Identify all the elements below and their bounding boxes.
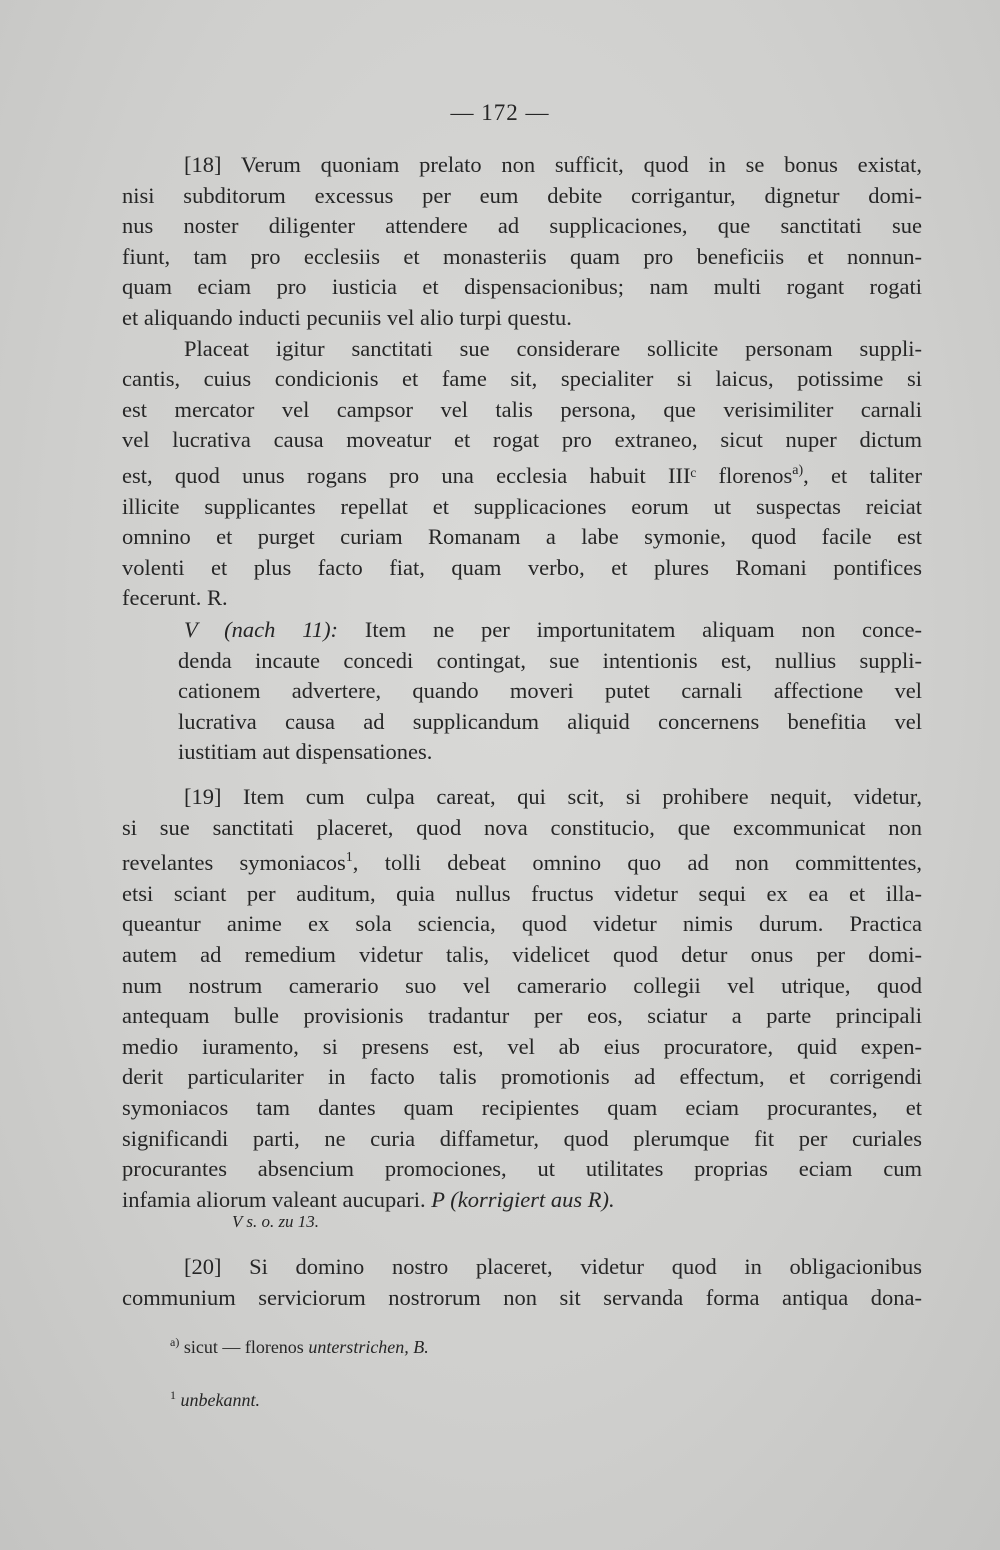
text-line: [18] Verum quoniam prelato non sufficit, quod in se bonus existat, — [184, 152, 922, 177]
footnote-ref-a: a) — [792, 462, 804, 478]
footnote-a — [170, 1335, 429, 1358]
paragraph-18 — [122, 150, 922, 614]
text-line: fiunt, tam pro ecclesiis et monasteriis quam pro beneficiis et nonnun- — [122, 243, 922, 269]
text-fragment: revelantes symoniacos — [122, 850, 346, 876]
text-line: communium serviciorum nostrorum non sit servanda forma antiqua dona- — [122, 1284, 922, 1310]
text-line: queantur anime ex sola sciencia, quod videtur nimis durum. Practica — [122, 911, 922, 937]
text-line: significandi parti, ne curia diffametur, quod plerumque fit per curiales — [122, 1125, 922, 1151]
text-fragment: , tolli debeat omnino quo ad non committentes, — [352, 850, 922, 876]
variant-label: V (nach 11): — [184, 617, 339, 642]
text-line: vel lucrativa causa moveatur et rogat pro extraneo, sicut nuper dictum — [122, 427, 922, 453]
text-line: nus noster diligenter attendere ad supplicaciones, que sanctitati sue — [122, 213, 922, 239]
text-line: etsi sciant per auditum, quia nullus fructus videtur sequi ex ea et illa- — [122, 880, 922, 906]
text-line: Placeat igitur sanctitati sue considerare sollicite personam suppli- — [184, 335, 922, 361]
text-line: volenti et plus facto fiat, quam verbo, et plures Romani pontifices — [122, 554, 922, 580]
variant-note-v — [122, 615, 922, 768]
text-line — [122, 1185, 922, 1216]
paragraph-19 — [122, 782, 922, 1215]
text-line: et aliquando inducti pecuniis vel alio turpi questu. — [122, 304, 572, 330]
text-line: [20] Si domino nostro placeret, videtur quod in obligacionibus — [184, 1254, 922, 1279]
footnote-ref-1: 1 — [345, 850, 353, 866]
text-line: [19] Item cum culpa careat, qui scit, si prohibere nequit, videtur, — [184, 784, 922, 809]
text-line — [122, 843, 922, 879]
text-fragment: infamia aliorum valeant aucupari. — [122, 1186, 432, 1212]
text-line: num nostrum camerario suo vel camerario collegii vel utrique, quod — [122, 972, 922, 998]
footnote-text: sicut — florenos — [179, 1337, 309, 1357]
text-line: lucrativa causa ad supplicandum aliquid concernens benefitia vel — [178, 708, 922, 734]
paragraph-20 — [122, 1252, 922, 1313]
text-line — [122, 456, 922, 492]
footnote-mark: a) — [170, 1335, 180, 1349]
footnote-remark: unterstrichen, B. — [308, 1337, 429, 1357]
footnote-remark: unbekannt. — [176, 1390, 260, 1410]
variant-remark: P (korrigiert aus R). — [431, 1186, 615, 1212]
text-line — [122, 615, 922, 646]
text-fragment: Item ne per importunitatem aliquam non conce- — [338, 617, 922, 642]
text-line: cationem advertere, quando moveri putet carnali affectione vel — [178, 678, 922, 704]
footnote-mark: 1 — [170, 1388, 176, 1402]
page-number: — 172 — — [450, 100, 550, 125]
text-line: est mercator vel campsor vel talis persona, que verisimiliter carnali — [122, 396, 922, 422]
text-line: autem ad remedium videtur talis, videlicet quod detur onus per domi- — [122, 941, 922, 967]
text-line: si sue sanctitati placeret, quod nova constitucio, que excommunicat non — [122, 814, 922, 840]
text-line: fecerunt. R. — [122, 585, 228, 611]
footnote-1 — [170, 1388, 260, 1411]
text-line: quam eciam pro iusticia et dispensacionibus; nam multi rogant rogati — [122, 274, 922, 300]
text-line: symoniacos tam dantes quam recipientes quam eciam procurantes, et — [122, 1094, 922, 1120]
text-line: denda incaute concedi contingat, sue intentionis est, nullius suppli- — [178, 647, 922, 673]
text-line: omnino et purget curiam Romanam a labe symonie, quod facile est — [122, 524, 922, 550]
text-line: antequam bulle provisionis tradantur per eos, sciatur a parte principali — [122, 1003, 922, 1029]
text-line: medio iuramento, si presens est, vel ab eius procuratore, quid expen- — [122, 1033, 922, 1059]
text-line: cantis, cuius condicionis et fame sit, specialiter si laicus, potissime si — [122, 366, 922, 392]
variant-note-reference: V s. o. zu 13. — [232, 1212, 320, 1231]
text-line: iustitiam aut dispensationes. — [178, 739, 433, 765]
text-line: derit particulariter in facto talis promotionis ad effectum, et corrigendi — [122, 1064, 922, 1090]
text-line: procurantes absencium promociones, ut utilitates proprias eciam cum — [122, 1156, 922, 1182]
text-line: nisi subditorum excessus per eum debite corrigantur, dignetur domi- — [122, 182, 922, 208]
text-fragment: est, quod unus rogans pro una ecclesia habuit IIIᶜ florenos — [122, 462, 793, 488]
text-fragment: , et taliter — [803, 462, 922, 488]
text-line: illicite supplicantes repellat et supplicaciones eorum ut suspectas reiciat — [122, 493, 922, 519]
